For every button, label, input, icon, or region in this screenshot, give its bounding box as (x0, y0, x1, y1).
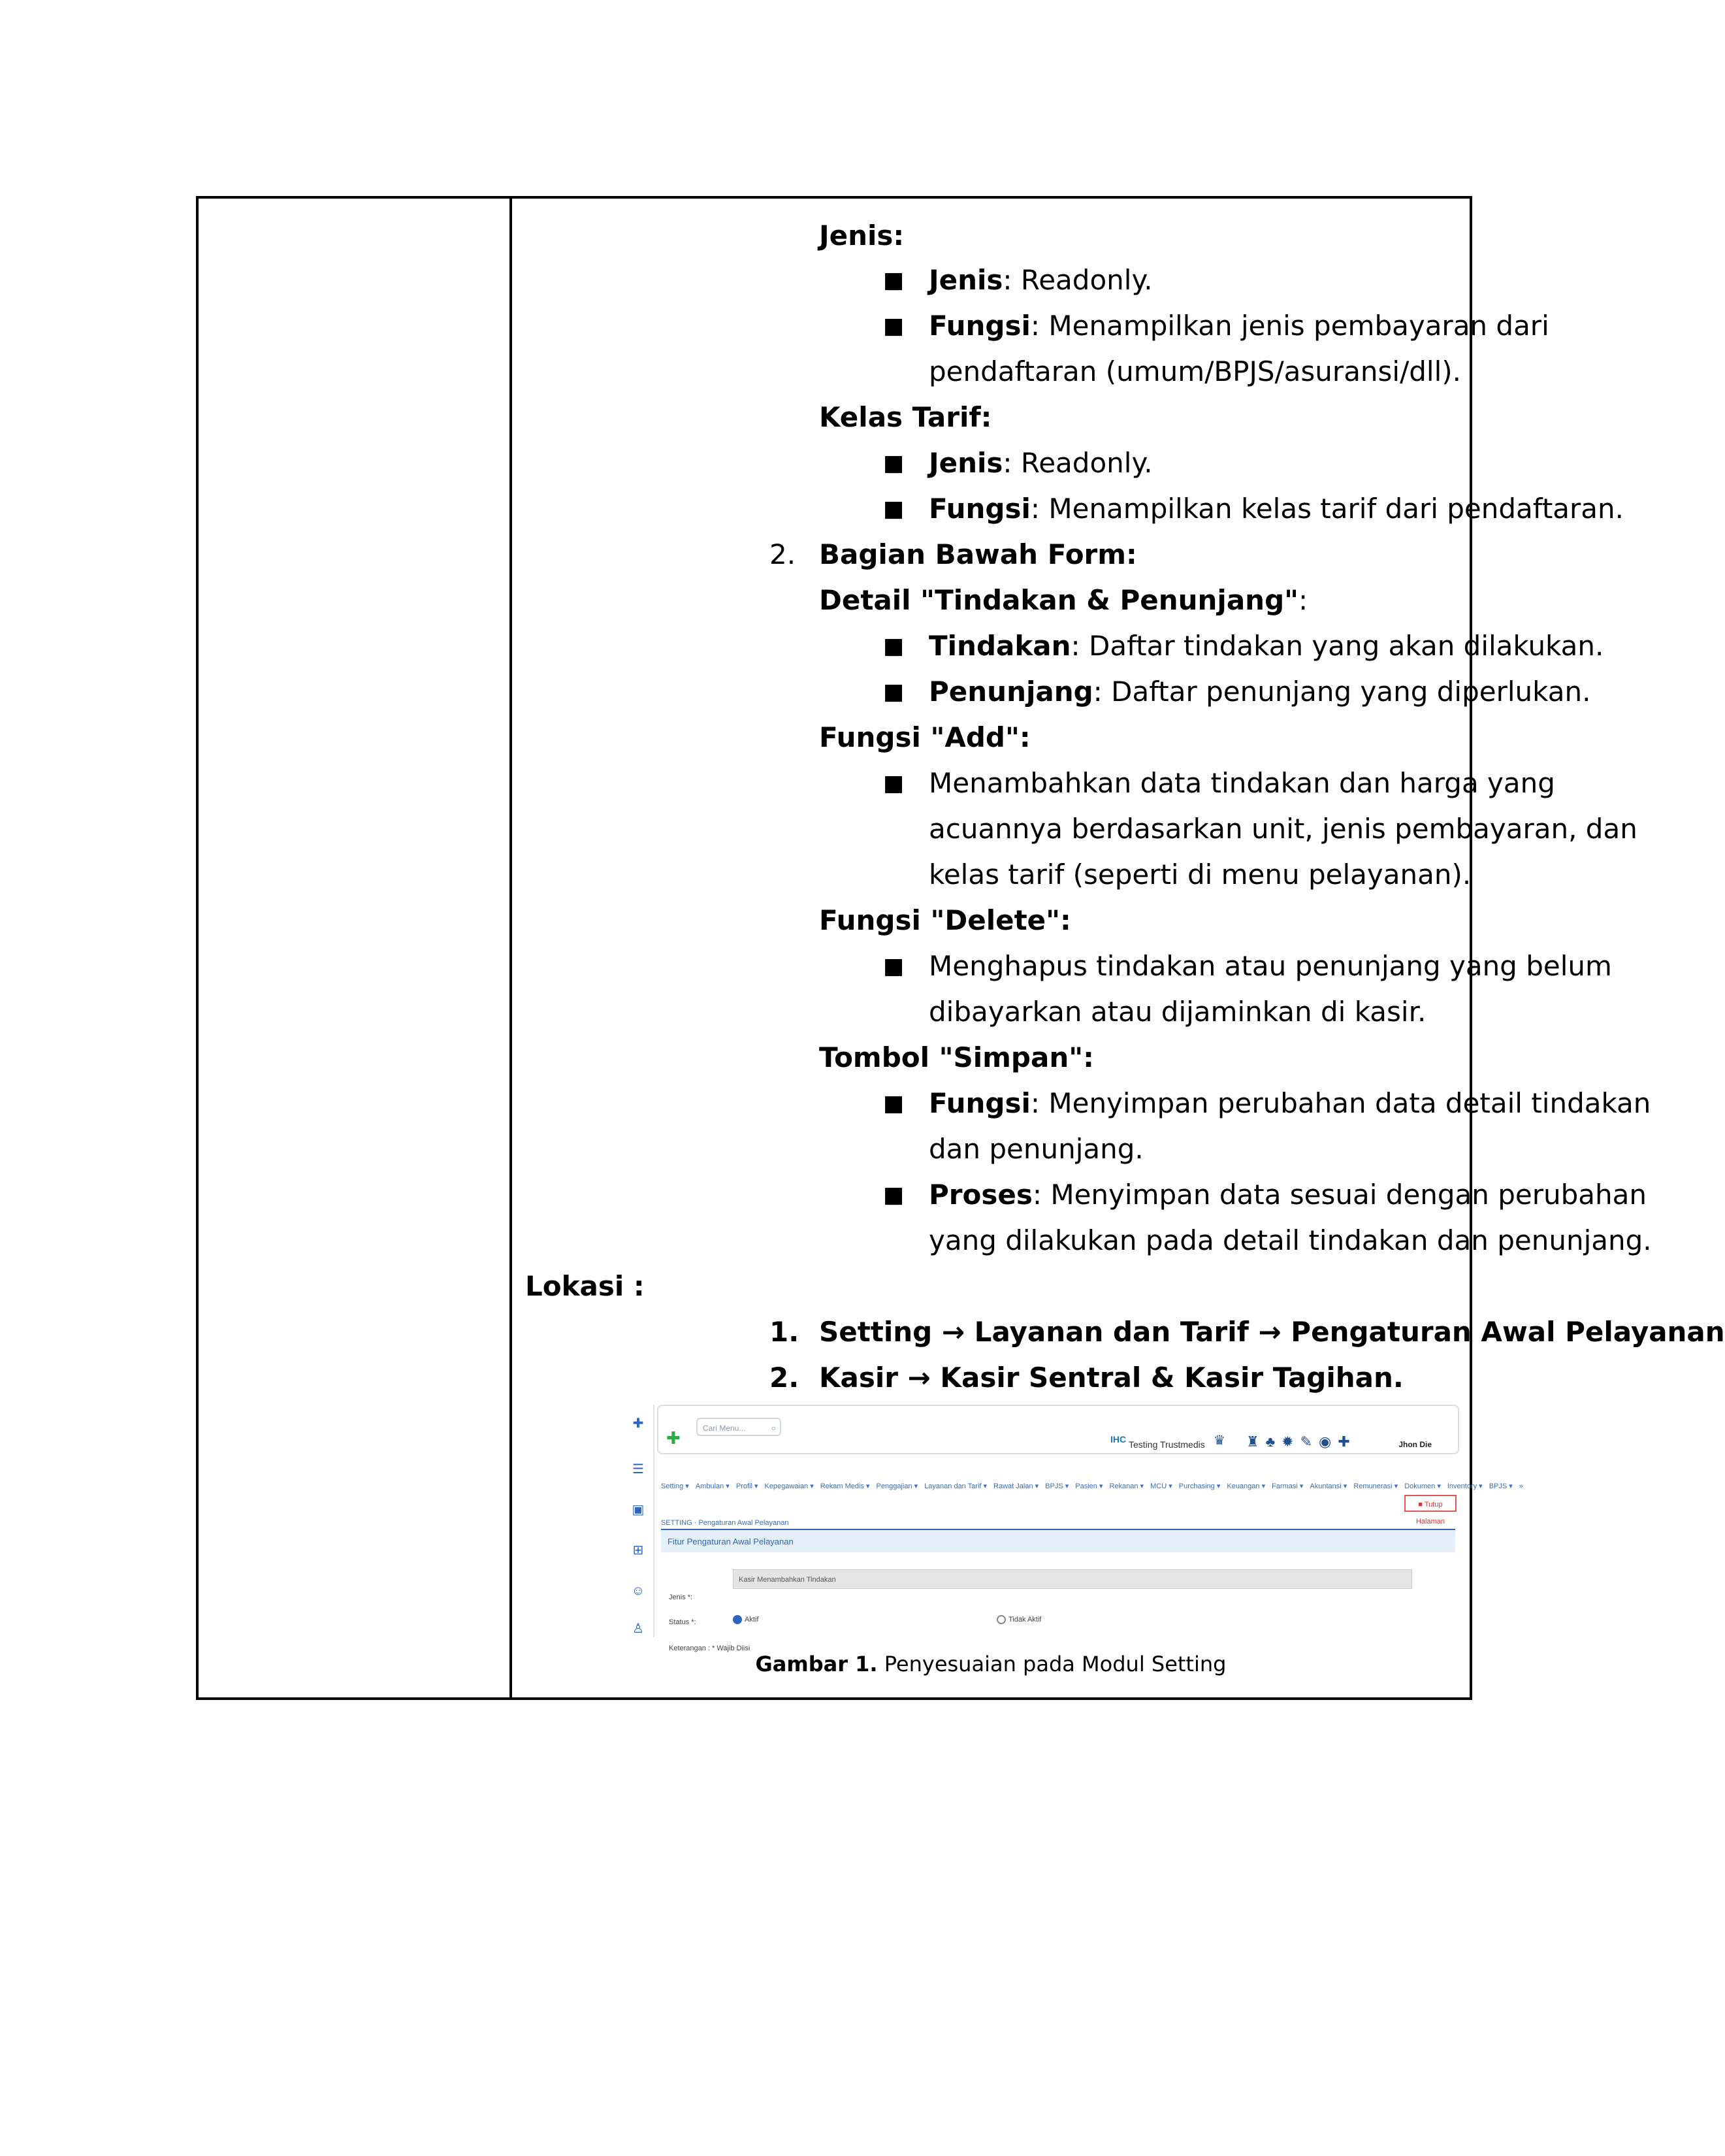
menu-item[interactable]: BPJS ▾ (1489, 1482, 1513, 1490)
close-page-button[interactable]: ■ Tutup Halaman (1404, 1495, 1457, 1512)
menu-item[interactable]: Purchasing ▾ (1178, 1482, 1221, 1490)
main-menu (661, 1463, 1523, 1490)
list-item-continuation: kelas tarif (seperti di menu pelayanan). (929, 858, 1472, 890)
list-item: Menghapus tindakan atau penunjang yang belum (929, 950, 1612, 982)
breadcrumb[interactable]: SETTING · Pengaturan Awal Pelayanan (661, 1519, 789, 1527)
menu-item[interactable]: Rekanan ▾ (1109, 1482, 1144, 1490)
search-input[interactable]: Cari Menu... ○ (696, 1418, 781, 1436)
menu-item[interactable]: Inventory ▾ (1447, 1482, 1483, 1490)
right-cell (512, 199, 1725, 1697)
list-item: Fungsi: Menyimpan perubahan data detail tindakan (929, 1087, 1651, 1119)
menu-item[interactable]: BPJS ▾ (1045, 1482, 1069, 1490)
menu-item[interactable]: Pasien ▾ (1075, 1482, 1103, 1490)
bullet-icon: ■ (883, 1182, 905, 1208)
menu-item[interactable]: Setting ▾ (661, 1482, 689, 1490)
add-heading: Fungsi "Add": (819, 721, 1031, 753)
panel-title: Fitur Pengaturan Awal Pelayanan (661, 1529, 1455, 1552)
monitor-icon: ▣ (632, 1503, 645, 1517)
menu-item[interactable]: Profil ▾ (735, 1482, 758, 1490)
status-tidak-aktif-radio[interactable]: Tidak Aktif (997, 1597, 1041, 1642)
menu-item[interactable]: Layanan dan Tarif ▾ (924, 1482, 988, 1490)
lokasi-number: 1. (769, 1316, 799, 1348)
list-item: Proses: Menyimpan data sesuai dengan perubahan (929, 1179, 1647, 1211)
lokasi-heading: Lokasi : (525, 1270, 645, 1302)
org-name: Testing Trustmedis (1129, 1439, 1205, 1450)
list-item-continuation: dan penunjang. (929, 1133, 1144, 1165)
jenis-label: Jenis *: (669, 1593, 693, 1601)
app-logo-icon: ✚ (666, 1428, 681, 1448)
menu-item[interactable]: Kepegawaian ▾ (764, 1482, 814, 1490)
side-rail (623, 1405, 654, 1637)
lokasi-path: Kasir → Kasir Sentral & Kasir Tagihan. (819, 1362, 1404, 1394)
lokasi-path: Setting → Layanan dan Tarif → Pengaturan Awal Pelayanan (819, 1316, 1725, 1348)
crown-icon[interactable]: ♛ (1214, 1433, 1225, 1448)
content-table (196, 196, 1725, 1700)
menu-item[interactable]: Farmasi ▾ (1272, 1482, 1304, 1490)
list-item-continuation: acuannya berdasarkan unit, jenis pembayaran, dan (929, 813, 1637, 845)
menu-item[interactable]: Rawat Jalan ▾ (993, 1482, 1039, 1490)
search-icon: ○ (771, 1424, 776, 1433)
section-heading: Bagian Bawah Form: (819, 538, 1137, 570)
user-icon: ☺ (631, 1584, 645, 1598)
list-item: Fungsi: Menampilkan kelas tarif dari pendaftaran. (929, 493, 1624, 525)
menu-item[interactable]: » (1519, 1482, 1523, 1490)
doctor-icon: ♙ (632, 1622, 644, 1636)
cross-logo-icon: ✚ (632, 1416, 644, 1431)
figure-screenshot (623, 1405, 1523, 1652)
list-item: Fungsi: Menampilkan jenis pembayaran dari (929, 310, 1549, 342)
bullet-icon: ■ (883, 953, 905, 979)
user-name[interactable]: Jhon Die (1398, 1440, 1432, 1449)
top-bar (657, 1405, 1459, 1454)
bullet-icon: ■ (883, 267, 905, 293)
menu-item[interactable]: Rekam Medis ▾ (820, 1482, 870, 1490)
kelas-heading: Kelas Tarif: (819, 401, 992, 433)
menu-item[interactable]: Dokumen ▾ (1404, 1482, 1441, 1490)
menu-icon: ☰ (632, 1462, 644, 1477)
list-item-continuation: pendaftaran (umum/BPJS/asuransi/dll). (929, 355, 1461, 387)
grid-icon: ⊞ (632, 1543, 644, 1558)
figure-caption: Gambar 1. Penyesuaian pada Modul Setting (755, 1652, 1227, 1676)
bullet-icon: ■ (883, 770, 905, 796)
bullet-icon: ■ (883, 679, 905, 705)
bullet-icon: ■ (883, 633, 905, 659)
menu-item[interactable]: Remunerasi ▾ (1353, 1482, 1398, 1490)
bullet-icon: ■ (883, 450, 905, 476)
menu-item[interactable]: Akuntansi ▾ (1310, 1482, 1347, 1490)
jenis-heading: Jenis: (819, 220, 905, 252)
lokasi-number: 2. (769, 1362, 799, 1394)
list-item: Menambahkan data tindakan dan harga yang (929, 767, 1555, 799)
org-logo: IHC (1110, 1434, 1127, 1445)
list-item-continuation: dibayarkan atau dijaminkan di kasir. (929, 996, 1427, 1028)
keterangan-text: Keterangan : * Wajib Diisi (669, 1644, 750, 1652)
detail-heading: Detail "Tindakan & Penunjang": (819, 584, 1308, 616)
jenis-field[interactable]: Kasir Menambahkan Tindakan (733, 1569, 1412, 1589)
bullet-icon: ■ (883, 496, 905, 522)
section-number: 2. (769, 538, 796, 570)
list-item-continuation: yang dilakukan pada detail tindakan dan penunjang. (929, 1224, 1652, 1256)
simpan-heading: Tombol "Simpan": (819, 1041, 1094, 1073)
bullet-icon: ■ (883, 1090, 905, 1117)
delete-heading: Fungsi "Delete": (819, 904, 1071, 936)
list-item: Jenis: Readonly. (929, 447, 1153, 479)
menu-item[interactable]: Ambulan ▾ (695, 1482, 730, 1490)
menu-item[interactable]: Penggajian ▾ (876, 1482, 918, 1490)
menu-item[interactable]: Keuangan ▾ (1227, 1482, 1266, 1490)
bullet-icon: ■ (883, 313, 905, 339)
list-item: Jenis: Readonly. (929, 264, 1153, 296)
list-item: Tindakan: Daftar tindakan yang akan dilakukan. (929, 630, 1604, 662)
status-label: Status *: (669, 1618, 696, 1626)
menu-item[interactable]: MCU ▾ (1150, 1482, 1172, 1490)
list-item: Penunjang: Daftar penunjang yang diperlukan. (929, 676, 1591, 708)
toolbar-icons[interactable]: ♜♣✹✎◉✚ (1246, 1433, 1357, 1450)
status-aktif-radio[interactable]: Aktif (733, 1597, 758, 1642)
